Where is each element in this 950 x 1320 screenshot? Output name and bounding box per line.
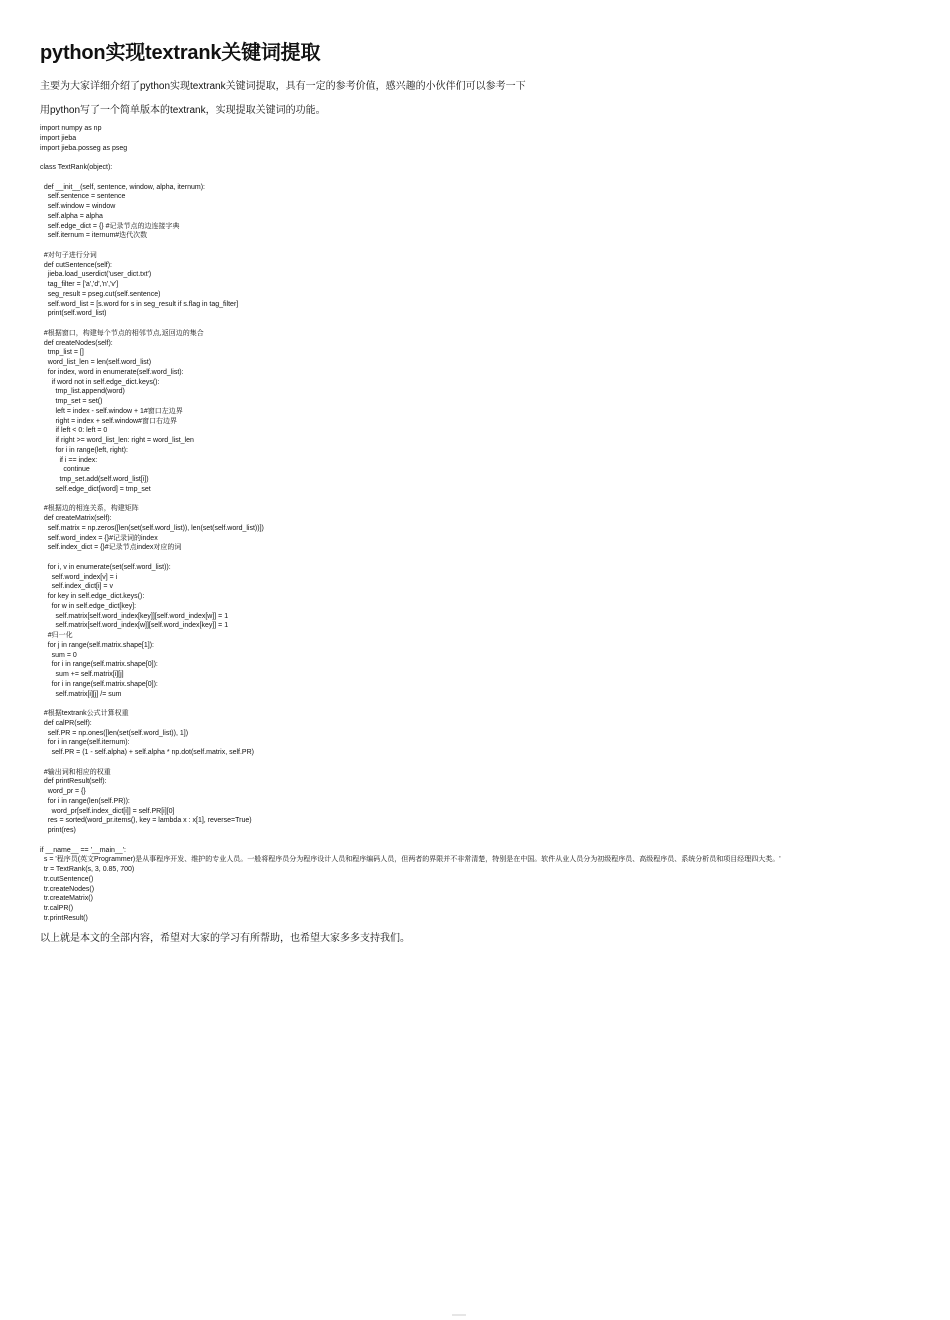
code-line: continue bbox=[40, 466, 90, 474]
code-line: word_list_len = len(self.word_list) bbox=[40, 359, 152, 366]
code-line: #归一化 bbox=[40, 632, 73, 639]
code-line: self.PR = np.ones([len(set(self.word_list)), 1]) bbox=[40, 729, 189, 737]
code-line: res = sorted(word_pr.items(), key = lambda x : x[1], reverse=True) bbox=[40, 817, 252, 825]
code-line: tr.createNodes() bbox=[40, 885, 95, 893]
code-line: sum = 0 bbox=[40, 651, 77, 659]
code-line: import jieba.posseg as pseg bbox=[40, 144, 128, 152]
code-line: for i in range(left, right): bbox=[40, 446, 128, 454]
article-lead-paragraph: 用python写了一个简单版本的textrank，实现提取关键词的功能。 bbox=[40, 105, 326, 116]
code-line: self.edge_dict = {} #记录节点的边连接字典 bbox=[40, 222, 180, 230]
code-line: print(self.word_list) bbox=[40, 310, 107, 318]
code-line: if word not in self.edge_dict.keys(): bbox=[40, 378, 160, 386]
code-line: self.matrix[self.word_index[w]][self.word_index[key]] = 1 bbox=[40, 622, 229, 630]
code-line: tag_filter = ['a','d','n','v'] bbox=[40, 281, 119, 288]
article bbox=[40, 40, 910, 946]
code-line: self.matrix = np.zeros([len(set(self.word_list)), len(set(self.word_list))]) bbox=[40, 524, 264, 532]
page-title: python实现textrank关键词提取 bbox=[40, 42, 321, 64]
code-line: word_pr[self.index_dict[i]] = self.PR[i][0] bbox=[40, 807, 175, 815]
code-line: for i, v in enumerate(set(self.word_list)): bbox=[40, 563, 171, 571]
code-line: sum += self.matrix[i][j] bbox=[40, 671, 124, 678]
code-line: def calPR(self): bbox=[40, 719, 92, 727]
code-line: self.iternum = iternum#迭代次数 bbox=[40, 232, 148, 240]
code-line bbox=[40, 495, 910, 505]
code-line: self.sentence = sentence bbox=[40, 193, 126, 201]
article-summary: 主要为大家详细介绍了python实现textrank关键词提取，具有一定的参考价值，感兴趣的小伙伴们可以参考一下 bbox=[40, 81, 526, 92]
code-line: for i in range(len(self.PR)): bbox=[40, 797, 130, 805]
code-line: self.window = window bbox=[40, 203, 116, 210]
code-line: self.PR = (1 - self.alpha) + self.alpha * np.dot(self.matrix, self.PR) bbox=[40, 749, 254, 756]
code-line: if right >= word_list_len: right = word_list_len bbox=[40, 437, 194, 444]
code-line bbox=[40, 319, 910, 329]
code-line: tr.printResult() bbox=[40, 914, 88, 922]
code-line: def createNodes(self): bbox=[40, 339, 113, 347]
page-footer-mark bbox=[452, 1314, 466, 1316]
code-line: tr.calPR() bbox=[40, 905, 74, 912]
code-line: self.edge_dict[word] = tmp_set bbox=[40, 485, 151, 493]
code-line bbox=[40, 699, 910, 709]
code-line: self.matrix[i][j] /= sum bbox=[40, 690, 122, 698]
article-closing-paragraph: 以上就是本文的全部内容，希望对大家的学习有所帮助，也希望大家多多支持我们。 bbox=[40, 932, 410, 944]
code-line: jieba.load_userdict('user_dict.txt') bbox=[40, 271, 152, 279]
code-line: for w in self.edge_dict[key]: bbox=[40, 602, 137, 610]
code-line: for index, word in enumerate(self.word_list): bbox=[40, 368, 184, 376]
code-line: class TextRank(object): bbox=[40, 164, 113, 171]
code-line: self.index_dict[i] = v bbox=[40, 583, 113, 591]
code-line: for i in range(self.iternum): bbox=[40, 739, 130, 747]
code-line: self.word_index[v] = i bbox=[40, 573, 118, 581]
code-line: left = index - self.window + 1#窗口左边界 bbox=[40, 407, 183, 415]
code-line: for i in range(self.matrix.shape[0]): bbox=[40, 661, 158, 669]
code-line: word_pr = {} bbox=[40, 788, 86, 795]
code-line: tmp_list = [] bbox=[40, 349, 84, 357]
code-block bbox=[40, 124, 910, 924]
code-line: import numpy as np bbox=[40, 125, 102, 132]
code-line: self.word_list = [s.word for s in seg_result if s.flag in tag_filter] bbox=[40, 300, 239, 308]
code-line bbox=[40, 553, 910, 563]
code-line bbox=[40, 173, 910, 183]
code-line: import jieba bbox=[40, 134, 77, 142]
code-line: for j in range(self.matrix.shape[1]): bbox=[40, 641, 154, 649]
code-line: for key in self.edge_dict.keys(): bbox=[40, 593, 145, 600]
code-line: self.index_dict = {}#记录节点index对应的词 bbox=[40, 544, 182, 552]
code-line: def __init__(self, sentence, window, alpha, iternum): bbox=[40, 183, 205, 191]
code-line: tr = TextRank(s, 3, 0.85, 700) bbox=[40, 866, 135, 873]
code-line: #对句子进行分词 bbox=[40, 251, 97, 259]
code-line: #根据textrank公式计算权重 bbox=[40, 710, 129, 717]
code-line: seg_result = pseg.cut(self.sentence) bbox=[40, 290, 161, 298]
code-line: s = '程序员(英文Programmer)是从事程序开发、维护的专业人员。一般将程序员分为程序设计人员和程序编码人员，但两者的界限并不非常清楚，特别是在中国。软件从业人员分为初级程序员、高级程序员、系统分析员和项目经理四大类。' bbox=[40, 856, 781, 864]
code-line: #根据边的相连关系，构建矩阵 bbox=[40, 505, 139, 513]
code-line: right = index + self.window#窗口右边界 bbox=[40, 417, 177, 425]
code-line: tr.cutSentence() bbox=[40, 875, 94, 883]
code-line: self.word_index = {}#记录词的index bbox=[40, 534, 158, 542]
code-line bbox=[40, 153, 910, 163]
code-line: print(res) bbox=[40, 827, 76, 834]
code-line: if __name__ == '__main__': bbox=[40, 846, 126, 854]
code-line: tmp_list.append(word) bbox=[40, 388, 125, 396]
code-line: for i in range(self.matrix.shape[0]): bbox=[40, 680, 158, 688]
code-line: def createMatrix(self): bbox=[40, 515, 112, 522]
code-line: self.matrix[self.word_index[key]][self.word_index[w]] = 1 bbox=[40, 612, 229, 620]
code-line: #输出词和相应的权重 bbox=[40, 768, 111, 776]
code-line: tr.createMatrix() bbox=[40, 895, 93, 903]
code-line: def cutSentence(self): bbox=[40, 261, 112, 269]
code-line: self.alpha = alpha bbox=[40, 212, 103, 220]
code-line bbox=[40, 836, 910, 846]
code-line: #根据窗口，构建每个节点的相邻节点,返回边的集合 bbox=[40, 329, 204, 337]
code-line: tmp_set = set() bbox=[40, 398, 103, 405]
code-line: if left < 0: left = 0 bbox=[40, 427, 108, 435]
code-line bbox=[40, 241, 910, 251]
code-line bbox=[40, 758, 910, 768]
code-line: tmp_set.add(self.word_list[i]) bbox=[40, 476, 149, 483]
code-line: if i == index: bbox=[40, 456, 98, 464]
code-line: def printResult(self): bbox=[40, 778, 107, 786]
